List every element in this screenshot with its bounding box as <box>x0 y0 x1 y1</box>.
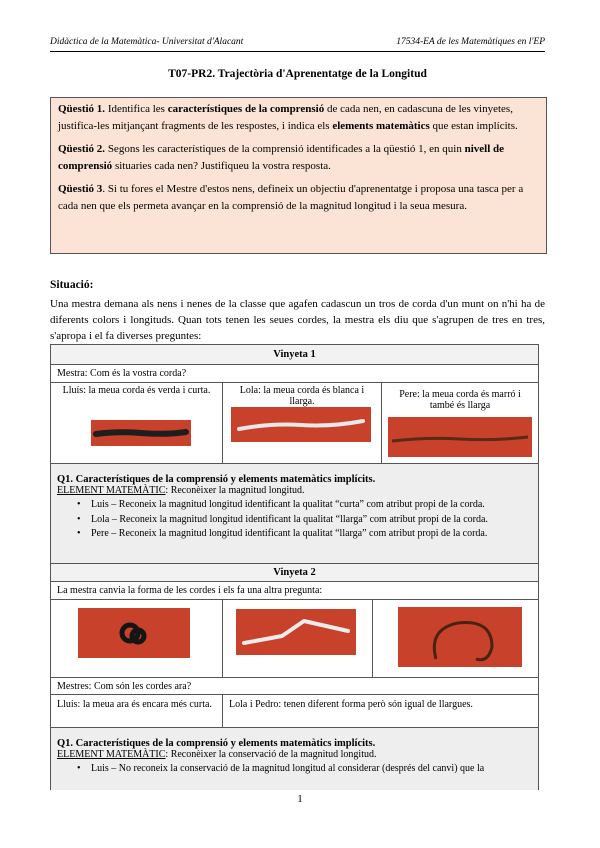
vinyeta-1-title: Vinyeta 1 <box>51 345 538 365</box>
running-header <box>50 37 545 52</box>
list-item: • Luis – Reconeix la magnitud longitud identificant la qualitat “curta” com atribut propi de la corda. <box>57 498 532 513</box>
header-left: Didàctica de la Matemàtica- Universitat d'Alacant <box>50 37 244 47</box>
vinyeta-2-table <box>50 563 539 790</box>
questions-box <box>50 97 547 254</box>
situation-text: Una mestra demana als nens i nenes de la classe que agafen cadascun un tros de corda d'un munt on n'hi ha de diferents colors i longituds. Quan tots tenen les seues cordes, la mestra els diu que s'agrupen de tres en tres, s'apropa i el fa diverses preguntes: <box>50 298 545 342</box>
vinyeta-2-question: Mestres: Com són les cordes ara? <box>51 677 538 695</box>
vinyeta-1-question: Mestra: Com és la vostra corda? <box>51 365 538 383</box>
vinyeta-2-prompt: La mestra canvia la forma de les cordes i els fa una altra pregunta: <box>51 582 538 600</box>
analysis-2-heading: Q1. Característiques de la comprensió y elements matemàtics implícits. <box>57 738 376 749</box>
brown-rope-photo <box>388 417 532 457</box>
analysis-2-element: ELEMENT MATEMÀTIC: Reconèixer la conservació de la magnitud longitud. <box>57 749 377 760</box>
analysis-2-list <box>57 762 532 777</box>
analysis-1-heading: Q1. Característiques de la comprensió y elements matemàtics implícits. <box>57 474 376 485</box>
list-item: • Pere – Reconeix la magnitud longitud identificant la qualitat “llarga” com atribut propi de la corda. <box>57 527 532 542</box>
question-1: Qüestió 1. Identifica les característiques de la comprensió de cada nen, en cadascuna de les vinyetes, justifica-les mitjançant fragments de les respostes, i indica els elements matemàtics que estan implícits. <box>58 103 518 132</box>
question-2: Qüestió 2. Segons les característiques de la comprensió identificades a la qüestió 1, en quin nivell de comprensió situaries cada nen? Justifiqueu la vostra resposta. <box>58 143 505 172</box>
kid-text-lola: Lola: la meua corda és blanca i llarga. <box>239 385 365 407</box>
vinyeta-1-table <box>50 344 539 566</box>
kid-text-lluis: Lluís: la meua corda és verda i curta. <box>62 385 211 396</box>
curled-brown-rope-photo <box>398 607 522 667</box>
list-item: • Lola – Reconeix la magnitud longitud identificant la qualitat “llarga” com atribut propi de la corda. <box>57 513 532 528</box>
question-3: Qüestió 3. Si tu fores el Mestre d'estos nens, defineix un objectiu d'aprenentatge i proposa una tasca per a cada nen que els permeta avançar en la comprensió de la magnitud longitud i la seua mesura. <box>58 183 524 212</box>
answer-cell-lluis <box>51 695 223 727</box>
analysis-1-list <box>57 498 532 542</box>
vinyeta-2-analysis <box>51 727 538 790</box>
green-rope-photo <box>91 420 191 446</box>
white-rope-photo <box>231 407 371 442</box>
bent-white-rope-photo <box>236 609 356 655</box>
vinyeta-1-analysis <box>51 463 538 565</box>
analysis-1-element: ELEMENT MATEMÀTIC: Reconèixer la magnitud longitud. <box>57 485 305 496</box>
vinyeta-2-title: Vinyeta 2 <box>51 564 538 582</box>
answer-text-lola-pedro: Lola i Pedro: tenen diferent forma però són igual de llargues. <box>229 699 473 710</box>
page-title: T07-PR2. Trajectòria d'Aprenentatge de la Longitud <box>168 68 427 80</box>
list-item: • Luis – No reconeix la conservació de la magnitud longitud al considerar (després del canvi) que la <box>57 762 532 777</box>
header-right: 17534-EA de les Matemàtiques en l'EP <box>396 37 545 47</box>
knotted-rope-photo <box>78 608 190 658</box>
page-number: 1 <box>297 793 303 805</box>
answer-text-lluis: Lluís: la meua ara és encara més curta. <box>57 699 212 710</box>
situation-label: Situació: <box>50 279 94 291</box>
kid-text-pere: Pere: la meua corda és marró i també és llarga <box>399 389 521 411</box>
answer-cell-lola-pedro <box>223 695 538 727</box>
